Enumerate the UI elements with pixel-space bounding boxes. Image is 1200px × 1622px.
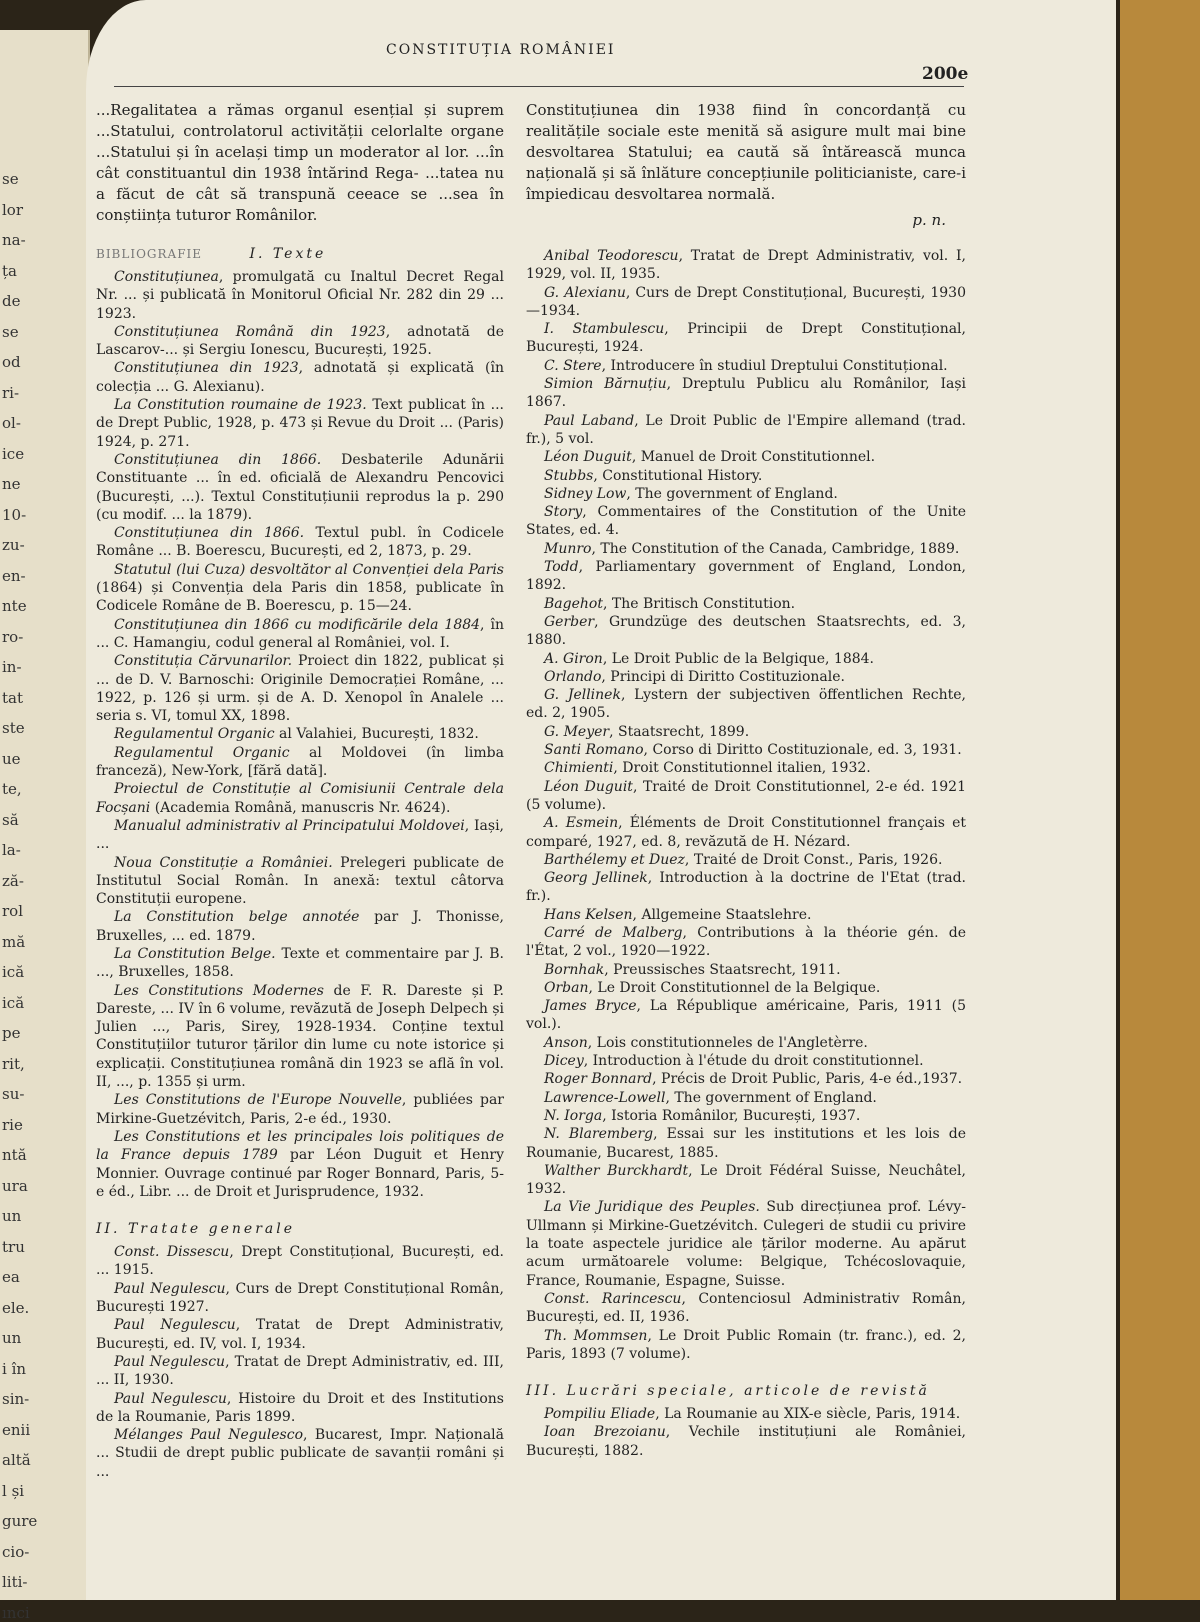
entry-text: , Principii de Drept Constituțional, București, 1924. (526, 321, 966, 356)
entry-text: , Le Droit Fédéral Suisse, Neuchâtel, 1932. (526, 1162, 966, 1198)
left-page-fragment: ntă (2, 1146, 27, 1164)
bibliography-entry (526, 247, 966, 284)
left-page-fragment: su- (2, 1085, 25, 1103)
entry-author: Story (544, 504, 583, 521)
entry-text: de F. R. Dareste și P. Dareste, ... IV în 6 volume, revăzută de Joseph Delpech și Julien ..., Paris, Sirey, 1928-1934. Conține textul Constituțiilor tuturor țărilor din lume cu note istorice și explicații. Constituțiunea română din 1923 se află în vol. II, ..., p. 1355 și urm. (96, 982, 505, 1091)
bibliography-entry (96, 908, 504, 945)
bibliography-entry (526, 997, 966, 1034)
bibliography-entry (526, 723, 966, 741)
entry-text: , Bucarest, Impr. Națională ... Studii de drept public publicate de savanții români și ... (96, 1427, 504, 1480)
bibliography-entry (96, 652, 504, 725)
bibliography-entry (526, 595, 966, 613)
left-page-fragment: na- (2, 231, 26, 249)
bibliography-entry (526, 1034, 966, 1052)
bibliography-entry (96, 945, 504, 982)
entry-author: Simion Bărnuțiu (544, 376, 667, 393)
book-page (86, 0, 1116, 1600)
entry-author: Paul Laband (544, 412, 635, 429)
entry-author: G. Jellinek (544, 687, 621, 704)
left-page-fragment: ele. (2, 1298, 30, 1317)
entry-author: Todd (544, 559, 579, 576)
entry-author: Constituțiunea din 1866 cu modificările dela 1884 (114, 616, 481, 633)
entry-text: par Léon Duguit et Henry Monnier. Ouvrage continué par Roger Bonnard, Paris, 5-e éd., Libr. ... de Droit et Jurisprudence, 1932. (96, 1147, 504, 1200)
left-page-fragment: ura (2, 1176, 28, 1195)
bibliography-entry (96, 982, 504, 1092)
entry-text: , Tratat de Drept Administrativ, București, ed. IV, vol. I, 1934. (96, 1317, 505, 1352)
bibliography-entry (526, 778, 966, 815)
bibliography-entry (96, 817, 504, 854)
bibliography-entry (526, 1052, 966, 1070)
book-edge (1120, 0, 1200, 1600)
entry-text: Texte et commentaire par J. B. ..., Bruxelles, 1858. (96, 945, 504, 981)
treatises-list-left (96, 1243, 504, 1481)
left-page-fragment: ea (2, 1268, 20, 1286)
left-column (96, 100, 504, 1481)
entry-text: , adnotată și explicată (în colecția ... G. Alexianu). (96, 360, 505, 395)
left-page-fragment: ue (2, 749, 21, 768)
entry-text: , Dreptulu Publicu alu Românilor, Iași 1867. (526, 376, 966, 411)
entry-author: Les Constitutions de l'Europe Nouvelle (114, 1092, 402, 1109)
left-page-fragment: ice (2, 444, 25, 463)
left-page-fragment: pe (2, 1024, 21, 1042)
entry-text: , Curs de Drept Constituțional, București, 1930—1934. (526, 284, 966, 319)
entry-text: , Traité de Droit Const., Paris, 1926. (684, 851, 943, 868)
entry-author: James Bryce (544, 998, 637, 1015)
left-page-fragment: ța (2, 261, 17, 280)
left-page-edge (0, 30, 90, 1622)
entry-author: Sidney Low (544, 485, 627, 502)
section-title: I. Texte (249, 246, 327, 262)
entry-text: , Introduction à la doctrine de l'Etat (trad. fr.). (526, 870, 966, 905)
entry-author: Proiectul de Constituție al Comisiunii Centrale dela Focșani (96, 781, 504, 816)
entry-author: Carré de Malberg (544, 924, 683, 941)
left-page-fragment: zu- (2, 536, 25, 554)
bibliography-entry (96, 616, 504, 653)
bibliography-entry (96, 323, 504, 360)
entry-author: Constituțiunea din 1866. (114, 451, 322, 468)
entry-author: Constituțiunea din 1866. (114, 525, 305, 542)
entry-text: , The Constitution of the Canada, Cambridge, 1889. (591, 540, 960, 557)
entry-author: Stubbs (544, 467, 594, 484)
bibliography-entry (526, 375, 966, 412)
bibliography-entry (526, 869, 966, 906)
entry-text: , Parliamentary government of England, London, 1892. (526, 559, 966, 594)
entry-author: Paul Negulescu (114, 1317, 236, 1334)
bibliography-entry (96, 1091, 504, 1128)
entry-text: Prelegeri publicate de Institutul Social Român. In anexă: textul câtorva Constituții europene. (96, 854, 504, 908)
entry-author: Statutul (lui Cuza) desvoltător al Convenției dela Paris (114, 561, 504, 578)
left-page-fragment: la- (2, 841, 21, 859)
entry-text: , Introduction à l'étude du droit constitutionnel. (583, 1053, 924, 1070)
entry-text: , Vechile instituțiuni ale României, București, 1882. (526, 1424, 966, 1459)
entry-author: Ioan Brezoianu (544, 1424, 666, 1441)
bibliography-entry (526, 686, 966, 723)
entry-author: Noua Constituție a României. (114, 854, 333, 871)
entry-author: Bagehot (544, 595, 603, 612)
entry-text: , Traité de Droit Constitutionnel, 2-e éd. 1921 (5 volume). (526, 778, 966, 813)
bibliography-entry (526, 613, 966, 650)
left-page-fragment: ică (2, 993, 25, 1012)
bibliography-entry (526, 357, 966, 375)
left-page-fragment: enii (2, 1420, 31, 1439)
bibliography-entry (526, 668, 966, 686)
bibliography-entry (96, 1390, 504, 1427)
left-page-fragment: se (2, 322, 19, 341)
bibliography-entry (526, 650, 966, 668)
bibliography-entry (526, 1089, 966, 1107)
left-page-fragment: tat (2, 688, 23, 707)
left-page-fragment: te, (2, 780, 22, 798)
entry-author: Mélanges Paul Negulesco (114, 1427, 303, 1444)
entry-author: Léon Duguit (544, 778, 633, 795)
entry-author: N. Blaremberg (544, 1126, 654, 1143)
entry-author: I. Stambulescu (544, 321, 665, 338)
left-page-fragment: ză- (2, 871, 24, 890)
entry-text: par J. Thonisse, Bruxelles, ... ed. 1879. (96, 909, 504, 944)
entry-author: Paul Negulescu (114, 1353, 226, 1370)
entry-author: Léon Duguit (544, 449, 632, 466)
entry-text: , Le Droit Constitutionnel de la Belgique. (588, 979, 881, 996)
bibliography-entry (526, 412, 966, 449)
left-page-fragment: ol- (2, 414, 21, 432)
entry-author: A. Esmein (544, 815, 619, 832)
entry-author: Georg Jellinek (544, 870, 648, 887)
bibliography-entry (96, 725, 504, 743)
entry-author: Roger Bonnard (544, 1071, 653, 1088)
special-works-list (526, 1405, 966, 1460)
left-page-fragment: ne (2, 475, 21, 493)
bibliography-entry (96, 1426, 504, 1481)
entry-author: Constituțiunea Română din 1923 (114, 323, 386, 340)
left-page-fragment: mă (2, 932, 26, 951)
texts-list (96, 268, 504, 1201)
entry-text: Desbaterile Adunării Constituante ... în ed. oficială de Alexandru Pencovici (București, ...). Textul Constituțiunii reprodus la p. 290 (cu modif. ... la 1879). (96, 451, 504, 523)
entry-author: Les Constitutions et les principales lois politiques de la France depuis 1789 (96, 1128, 504, 1164)
bibliography-entry (526, 851, 966, 869)
entry-author: Const. Rarincescu (544, 1290, 682, 1307)
bibliography-entry (526, 284, 966, 321)
bibliography-entry (96, 780, 504, 817)
bibliography-entry (526, 814, 966, 851)
entry-text: , The Britisch Constitution. (602, 595, 796, 612)
bibliography-entry (526, 320, 966, 357)
entry-text: Proiect din 1822, publicat și ... de D. V. Barnoschi: Originile Democrației Române, ... 1922, p. 126 și urm. și de A. D. Xenopol în Analele ... seria s. VI, tomul XX, 1898. (96, 653, 504, 725)
entry-text: , Grundzüge des deutschen Staatsrechts, ed. 3, 1880. (526, 613, 966, 649)
entry-author: Dicey (544, 1053, 584, 1070)
entry-author: C. Stere (544, 357, 602, 374)
left-page-fragment: sin- (2, 1390, 30, 1408)
entry-text: (1864) și Convenția dela Paris din 1858, publicate în Codicele Române de B. Boerescu, p. 15—24. (96, 580, 504, 615)
entry-text: , Constitutional History. (593, 467, 763, 484)
left-page-fragment: se (2, 170, 19, 188)
section-heading-special: III. Lucrări speciale, articole de revistă (526, 1383, 930, 1400)
entry-text: (Academia Română, manuscris Nr. 4624). (150, 799, 451, 816)
entry-text: , La Roumanie au XIX-e siècle, Paris, 1914. (655, 1406, 961, 1423)
bibliography-entry (526, 448, 966, 466)
left-page-fragment: altă (2, 1451, 31, 1469)
entry-text: , Le Droit Public de l'Empire allemand (trad. fr.), 5 vol. (526, 412, 966, 447)
entry-text: , The government of England. (626, 485, 838, 502)
left-page-fragment: cio- (2, 1542, 30, 1561)
entry-author: N. Iorga (544, 1107, 603, 1124)
entry-text: , Curs de Drept Constituțional Român, București 1927. (96, 1280, 504, 1316)
left-page-fragment: i în (2, 1359, 27, 1378)
left-page-fragment: ınci (2, 1603, 30, 1622)
treatises-list-right (526, 247, 966, 1363)
bibliography-entry (96, 396, 504, 451)
left-page-fragment: lor (2, 200, 23, 219)
bibliography-entry (96, 1353, 504, 1390)
entry-author: Anibal Teodorescu (544, 248, 679, 264)
entry-text: , Lystern der subjectiven öffentlichen Rechte, ed. 2, 1905. (526, 687, 967, 722)
left-page-fragment: rie (2, 1115, 23, 1134)
left-page-fragment: ste (2, 719, 25, 737)
entry-author: Orlando (544, 668, 602, 685)
entry-text: , Drept Constituțional, București, ed. ... 1915. (96, 1244, 504, 1279)
left-page-fragment: ri- (2, 383, 20, 402)
entry-text: , Commentaires of the Constitution of the Unite States, ed. 4. (526, 504, 966, 539)
signature: p. n. (912, 211, 946, 229)
entry-text: , Staatsrecht, 1899. (609, 723, 750, 740)
entry-text: , Lois constitutionneles de l'Angletèrre. (587, 1034, 868, 1051)
entry-author: Constituția Cărvunarilor. (114, 653, 293, 670)
entry-author: Barthélemy et Duez (544, 851, 685, 868)
bibliography-entry (526, 1107, 966, 1125)
bibliography-entry (526, 1327, 966, 1364)
left-page-fragment: ro- (2, 627, 24, 646)
bibliography-entry (96, 1243, 504, 1280)
header-rule (114, 86, 964, 87)
entry-text: , La République américaine, Paris, 1911 (5 vol.). (526, 998, 966, 1033)
entry-text: , Corso di Diritto Costituzionale, ed. 3, 1931. (643, 742, 962, 759)
bibliography-label: BIBLIOGRAFIE (96, 247, 203, 261)
entry-author: Orban (544, 979, 589, 996)
entry-text: , adnotată de Lascarov-... și Sergiu Ionescu, București, 1925. (96, 323, 505, 359)
entry-author: Lawrence-Lowell (544, 1089, 666, 1106)
entry-author: Walther Burckhardt (544, 1162, 689, 1179)
entry-text: , în ... C. Hamangiu, codul general al României, vol. I. (96, 616, 504, 651)
bibliography-entry (526, 503, 966, 540)
entry-text: , Allgemeine Staatslehre. (632, 906, 812, 923)
left-page-fragment: de (2, 292, 21, 310)
entry-author: Munro (544, 540, 592, 557)
entry-text: , Contributions à la théorie gén. de l'État, 2 vol., 1920—1922. (526, 924, 966, 960)
bibliography-entry (526, 1290, 966, 1327)
entry-author: G. Alexianu (544, 284, 626, 301)
entry-text: , Le Droit Public Romain (tr. franc.), ed. 2, Paris, 1893 (7 volume). (526, 1327, 966, 1362)
entry-author: Constituțiunea din 1923 (114, 360, 299, 377)
entry-author: A. Giron (544, 650, 603, 667)
left-page-fragment: nte (2, 597, 27, 615)
bibliography-entry (526, 1423, 966, 1460)
bibliography-entry (526, 924, 966, 961)
entry-text: , publiées par Mirkine-Guetzévitch, Paris, 2-e éd., 1930. (96, 1092, 504, 1127)
entry-text: Textul publ. în Codicele Române ... B. Boerescu, București, ed 2, 1873, p. 29. (96, 525, 505, 560)
running-title: CONSTITUȚIA ROMÂNIEI (386, 42, 616, 58)
bibliography-entry (526, 467, 966, 485)
intro-left-paragraph: ...Regalitatea a rămas organul esențial și suprem ...Statului, controlatorul activității celorlalte organe ...Statului și în același timp un moderator al lor. ...în cât constituantul din 1938 întărind Rega- ...tatea nu a făcut de cât să transpună ceeace se ...sea în conștiința tuturor Românilor. (96, 101, 504, 224)
left-page-fragment: l și (2, 1481, 25, 1500)
left-page-fragment: un (2, 1329, 22, 1347)
bibliography-entry (96, 1316, 504, 1353)
entry-author: G. Meyer (544, 723, 610, 740)
entry-author: Bornhak (544, 961, 605, 978)
entry-text: , Droit Constitutionnel italien, 1932. (613, 760, 871, 777)
bibliography-entry (96, 854, 504, 909)
entry-author: Th. Mommsen (544, 1327, 648, 1344)
entry-text: , Principi di Diritto Costituzionale. (601, 668, 845, 685)
bibliography-entry (526, 906, 966, 924)
entry-text: , Tratat de Drept Administrativ, vol. I, 1929, vol. II, 1935. (526, 248, 966, 283)
entry-author: Les Constitutions Modernes (114, 982, 324, 999)
entry-author: Regulamentul Organic (114, 726, 275, 743)
entry-text: , Manuel de Droit Constitutionnel. (631, 449, 876, 466)
bibliography-entry (526, 979, 966, 997)
entry-author: Manualul administrativ al Principatului Moldovei (114, 817, 465, 834)
entry-text: , Iași, ... (96, 817, 504, 853)
entry-text: Sub direcțiunea prof. Lévy-Ullmann și Mirkine-Guetzévitch. Culegeri de studii cu privire la toate aspectele juridice ale țărilor moderne. Au apărut acum următoarele volume: Belgique, Tchécoslovaquie, France, Roumanie, Espagne, Suisse. (526, 1199, 966, 1289)
entry-author: La Constitution roumaine de 1923. (114, 397, 367, 414)
bibliography-entry (526, 485, 966, 503)
bibliography-entry (526, 741, 966, 759)
left-page-fragment: tru (2, 1237, 25, 1256)
bibliography-entry (526, 961, 966, 979)
left-page-fragment: un (2, 1207, 22, 1225)
entry-text: Text publicat în ... de Drept Public, 1928, p. 473 și Revue du Droit ... (Paris) 1924, p. 271. (96, 397, 504, 450)
entry-author: Santi Romano (544, 742, 644, 759)
bibliography-entry (526, 1198, 966, 1289)
entry-author: Constituțiunea (114, 269, 219, 285)
bibliography-entry (526, 1070, 966, 1088)
intro-right-paragraph: Constituțiunea din 1938 fiind în concordanță cu realitățile sociale este menită să asigure mult mai bine desvoltarea Statului; ea caută să întărească munca națională și să înlăture concepțiunile politicianiste, care-i împiedicau desvoltarea normală. (526, 101, 966, 203)
entry-text: , Tratat de Drept Administrativ, ed. III, ... II, 1930. (96, 1353, 504, 1389)
left-page-fragment: liti- (2, 1573, 28, 1591)
left-page-fragment: rol (2, 902, 23, 920)
entry-author: Const. Dissescu (114, 1244, 230, 1261)
bibliography-entry (96, 561, 504, 616)
entry-author: Paul Negulescu (114, 1390, 227, 1407)
entry-author: Chimienti (544, 760, 614, 777)
entry-text: , Preussisches Staatsrecht, 1911. (604, 961, 841, 978)
entry-text: , Éléments de Droit Constitutionnel français et comparé, 1927, ed. 8, revăzută de H. Nézard. (526, 815, 966, 850)
bibliography-entry (96, 268, 504, 323)
left-page-fragment: gure (2, 1512, 38, 1530)
entry-author: La Constitution Belge. (114, 945, 276, 962)
left-page-fragment: rit, (2, 1054, 25, 1073)
bibliography-entry (526, 1125, 966, 1162)
bibliography-entry (96, 744, 504, 781)
entry-author: La Vie Juridique des Peuples. (544, 1199, 760, 1216)
entry-author: La Constitution belge annotée (114, 909, 360, 926)
entry-text: , Histoire du Droit et des Institutions de la Roumanie, Paris 1899. (96, 1390, 504, 1425)
page-number: 200e (922, 64, 969, 84)
entry-author: Hans Kelsen (544, 906, 633, 923)
bibliography-entry (96, 1280, 504, 1317)
right-column (526, 100, 966, 1460)
entry-author: Gerber (544, 613, 595, 630)
entry-text: , The government of England. (665, 1089, 877, 1106)
bibliography-entry (96, 1128, 504, 1201)
entry-author: Anson (544, 1034, 588, 1051)
entry-text: , promulgată cu Inaltul Decret Regal Nr. ... și publicată în Monitorul Oficial Nr. 282 din 29 ... 1923. (96, 269, 504, 322)
bibliography-entry (526, 558, 966, 595)
left-page-fragment: od (2, 353, 21, 371)
entry-text: , Contenciosul Administrativ Român, București, ed. II, 1936. (526, 1290, 966, 1326)
entry-text: , Introducere în studiul Dreptului Constituțional. (601, 357, 948, 374)
bibliography-entry (526, 759, 966, 777)
left-page-fragment: 10- (2, 505, 27, 524)
left-page-fragment: en- (2, 566, 26, 585)
entry-author: Regulamentul Organic (114, 744, 290, 761)
entry-text: al Valahiei, București, 1832. (274, 726, 479, 743)
bibliography-entry (96, 524, 504, 561)
bibliography-entry (526, 1162, 966, 1199)
entry-text: , Précis de Droit Public, Paris, 4-e éd.,1937. (652, 1071, 963, 1088)
bibliography-entry (96, 359, 504, 396)
section-heading-texts (96, 246, 504, 262)
bibliography-entry (526, 540, 966, 558)
entry-text: , Istoria Românilor, București, 1937. (602, 1107, 861, 1124)
bibliography-entry (96, 451, 504, 524)
left-page-fragment: ică (2, 963, 25, 981)
entry-text: , Le Droit Public de la Belgique, 1884. (602, 650, 874, 667)
left-page-fragment: in- (2, 658, 22, 676)
entry-author: Pompiliu Eliade (544, 1406, 656, 1423)
entry-author: Paul Negulescu (114, 1280, 226, 1297)
bibliography-entry (526, 1405, 966, 1423)
entry-text: al Moldovei (în limba franceză), New-York, [fără dată]. (96, 744, 504, 780)
section-heading-treatises: II. Tratate generale (96, 1221, 296, 1238)
entry-text: , Essai sur les institutions et les lois de Roumanie, Bucarest, 1885. (526, 1126, 966, 1161)
left-page-fragment: să (2, 810, 19, 829)
